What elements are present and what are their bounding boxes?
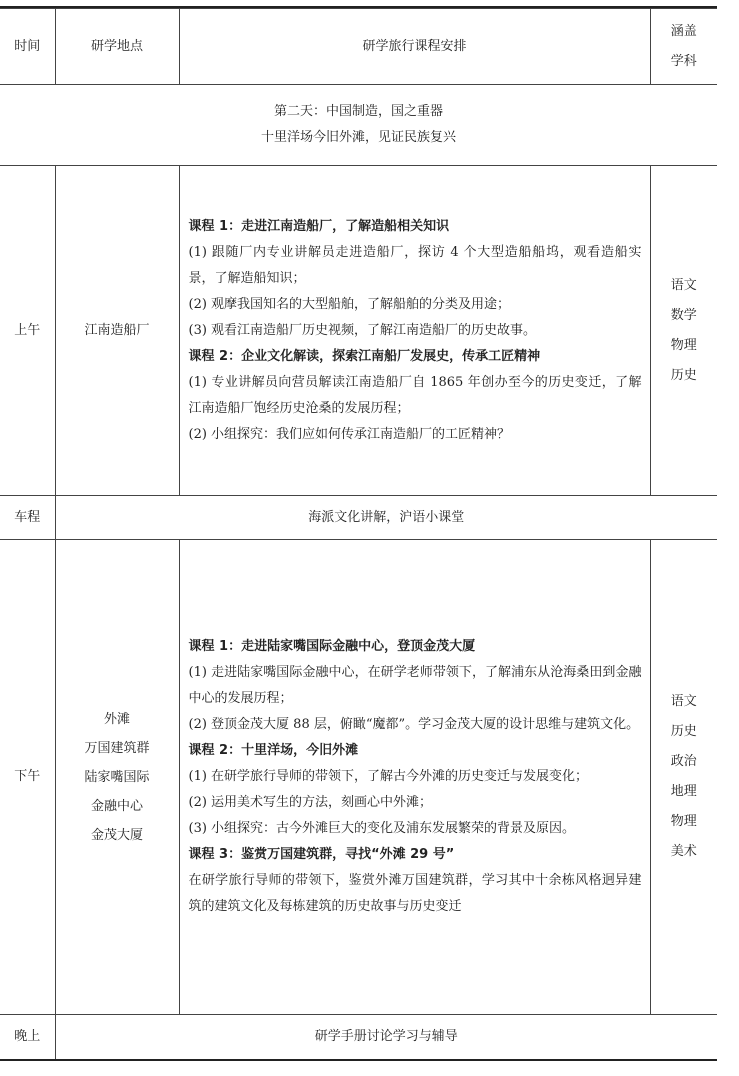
morning-course-cell xyxy=(179,166,650,496)
afternoon-subject: 政治 xyxy=(670,754,697,769)
course-detail: (1) 在研学旅行导师的带领下，了解古今外滩的历史变迁与发展变化； xyxy=(188,769,589,784)
afternoon-subject: 物理 xyxy=(670,814,697,829)
header-subject xyxy=(650,9,717,85)
course-title: 课程 3：鉴赏万国建筑群，寻找“外滩 29 号” xyxy=(188,847,455,862)
course-detail: 在研学旅行导师的带领下，鉴赏外滩万国建筑群，学习其中十余栋风格迥异建筑的建筑文化及每栋建筑的历史故事与历史变迁 xyxy=(188,873,642,914)
course-detail: (2) 运用美术写生的方法，刻画心中外滩； xyxy=(188,795,433,810)
day-title-row xyxy=(0,85,717,166)
day-title: 第二天：中国制造，国之重器 xyxy=(273,104,443,119)
transit-row xyxy=(0,496,717,540)
evening-text: 研学手册讨论学习与辅导 xyxy=(55,1015,717,1061)
afternoon-place: 万国建筑群 xyxy=(84,740,150,756)
evening-time: 晚上 xyxy=(0,1015,55,1061)
afternoon-course-list xyxy=(189,634,642,920)
header-subject-line2: 学科 xyxy=(670,53,697,69)
afternoon-time: 下午 xyxy=(0,540,55,1015)
morning-subject: 历史 xyxy=(670,367,697,383)
course-detail: (1) 跟随厂内专业讲解员走进造船厂，探访 4 个大型造船船坞，观看造船实景，了解造船知识； xyxy=(188,244,642,286)
afternoon-subject: 地理 xyxy=(670,784,697,799)
course-detail: (2) 观摩我国知名的大型船舶，了解船舶的分类及用途； xyxy=(188,296,511,312)
morning-subject: 物理 xyxy=(670,337,697,353)
course-detail: (3) 小组探究：古今外滩巨大的变化及浦东发展繁荣的背景及原因。 xyxy=(188,821,576,836)
course-title: 课程 1：走进江南造船厂，了解造船相关知识 xyxy=(188,218,450,234)
afternoon-place: 金融中心 xyxy=(90,798,143,814)
morning-subject: 数学 xyxy=(670,307,697,323)
header-place: 研学地点 xyxy=(55,9,179,85)
afternoon-row xyxy=(0,540,717,1015)
morning-time: 上午 xyxy=(0,166,55,496)
day-title-cell xyxy=(0,85,717,166)
header-time: 时间 xyxy=(0,9,55,85)
afternoon-subjects xyxy=(650,540,717,1015)
day-subtitle: 十里洋场今旧外滩，见证民族复兴 xyxy=(260,130,456,145)
morning-place: 江南造船厂 xyxy=(55,166,179,496)
header-row xyxy=(0,9,717,85)
course-title: 课程 1：走进陆家嘴国际金融中心，登顶金茂大厦 xyxy=(188,639,476,654)
afternoon-subject: 语文 xyxy=(670,694,697,709)
course-title: 课程 2：企业文化解读，探索江南船厂发展史，传承工匠精神 xyxy=(188,348,541,364)
afternoon-subject: 历史 xyxy=(670,724,697,739)
afternoon-places xyxy=(55,540,179,1015)
header-subject-line1: 涵盖 xyxy=(670,23,697,39)
morning-course-list xyxy=(189,214,642,448)
header-course: 研学旅行课程安排 xyxy=(179,9,650,85)
course-detail: (3) 观看江南造船厂历史视频，了解江南造船厂的历史故事。 xyxy=(188,322,537,338)
afternoon-place: 金茂大厦 xyxy=(90,827,143,843)
transit-text: 海派文化讲解，沪语小课堂 xyxy=(55,496,717,540)
morning-subjects xyxy=(650,166,717,496)
transit-time: 车程 xyxy=(0,496,55,540)
course-detail: (2) 小组探究：我们应如何传承江南造船厂的工匠精神？ xyxy=(188,426,511,442)
evening-row xyxy=(0,1015,717,1061)
morning-subject: 语文 xyxy=(670,277,697,293)
afternoon-place: 陆家嘴国际 xyxy=(84,769,150,785)
course-detail: (1) 走进陆家嘴国际金融中心，在研学老师带领下，了解浦东从沧海桑田到金融中心的发展历程； xyxy=(188,665,642,706)
itinerary-table xyxy=(0,8,717,1061)
course-detail: (1) 专业讲解员向营员解读江南造船厂自 1865 年创办至今的历史变迁，了解江南造船厂饱经历史沧桑的发展历程； xyxy=(188,374,642,416)
morning-row xyxy=(0,166,717,496)
afternoon-course-cell xyxy=(179,540,650,1015)
afternoon-place: 外滩 xyxy=(103,711,130,727)
afternoon-subject: 美术 xyxy=(670,844,697,859)
course-detail: (2) 登顶金茂大厦 88 层，俯瞰“魔都”。学习金茂大厦的设计思维与建筑文化。 xyxy=(188,717,640,732)
course-title: 课程 2：十里洋场，今旧外滩 xyxy=(188,743,359,758)
